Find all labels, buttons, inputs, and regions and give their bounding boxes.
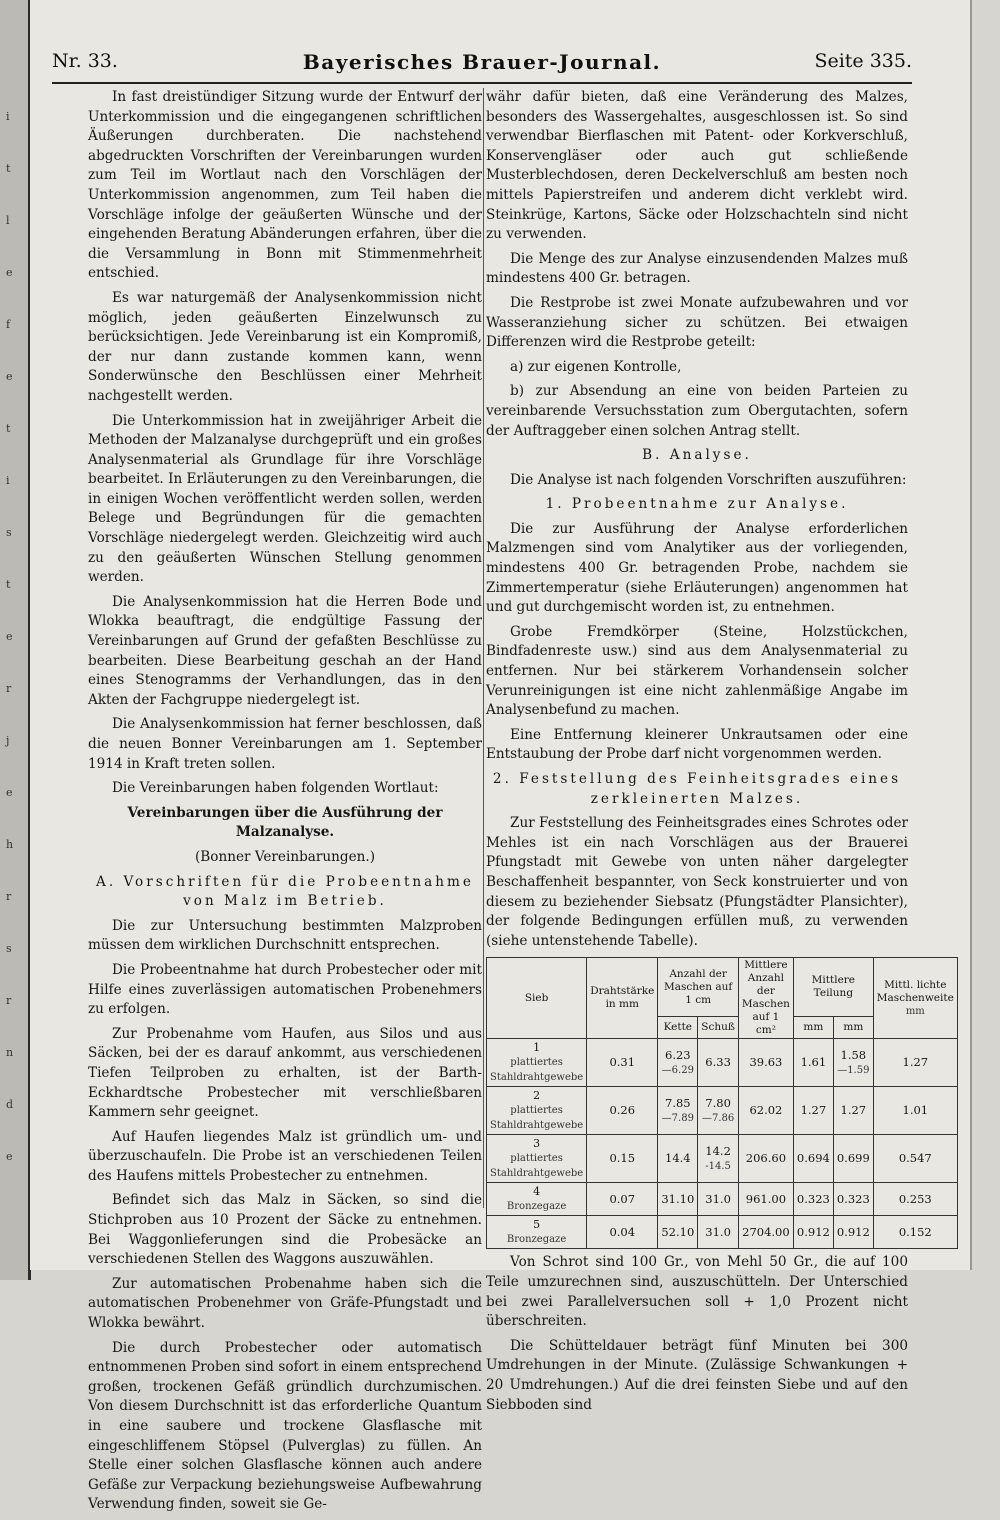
cell: 0.04 bbox=[587, 1216, 658, 1249]
cell: 0.694 bbox=[793, 1135, 833, 1183]
cell: 62.02 bbox=[738, 1087, 793, 1135]
sieve-label bbox=[487, 1039, 587, 1087]
cell bbox=[833, 1183, 873, 1216]
margin-char: e bbox=[6, 266, 13, 279]
value-range: —7.89 bbox=[661, 1112, 694, 1124]
sieve-type: Bronzegaze bbox=[506, 1234, 567, 1246]
subsection-title: 1. Probeentnahme zur Analyse. bbox=[545, 496, 849, 513]
value: 52.10 bbox=[661, 1224, 695, 1239]
cell bbox=[698, 1135, 739, 1183]
issue-number: Nr. 33. bbox=[52, 50, 118, 72]
column-divider bbox=[483, 88, 484, 1208]
cell bbox=[698, 1183, 739, 1216]
paragraph: In fast dreistündiger Sitzung wurde der Entwurf der Unterkommission und die eingegangenen schriftlichen Äußerungen durchberaten. Die nachstehend abgedruckten Vorschriften der Vereinbarungen wurden zum Teil im Wortlaut nach den Vorschlägen der Unterkommission angenommen, zum Teil haben die Vorschläge infolge der geäußerten Wünsche und der eingehenden Beratung Abänderungen erfahren, über die die Versammlung in Bonn mit Stimmenmehrheit entschied. bbox=[88, 89, 482, 282]
scan-binding-edge bbox=[0, 0, 31, 1280]
paragraph: Zur automatischen Probenahme haben sich die automatischen Probenehmer von Gräfe-Pfungstadt und Wlokka bewährt. bbox=[88, 1275, 482, 1332]
paragraph: Von Schrot sind 100 Gr., von Mehl 50 Gr., die auf 100 Teile umzurechnen sind, auszuschütteln. Der Unterschied bei zwei Parallelversuchen soll + 1,0 Prozent nicht überschreiten. bbox=[486, 1254, 908, 1330]
value-range: —7.86 bbox=[701, 1112, 735, 1124]
col-header-teilung-kette: mm bbox=[793, 1016, 833, 1038]
col-header-teilung: Mittlere Teilung bbox=[793, 958, 873, 1017]
value: 1.27 bbox=[840, 1103, 867, 1118]
margin-char: t bbox=[6, 422, 11, 435]
value: 31.10 bbox=[661, 1191, 695, 1206]
sieve-label bbox=[487, 1216, 587, 1249]
header-rule bbox=[52, 82, 912, 84]
sieve-label bbox=[487, 1135, 587, 1183]
cell: 206.60 bbox=[738, 1135, 793, 1183]
value: 14.4 bbox=[665, 1151, 691, 1166]
sieve-type: plattiertes Stahldrahtgewebe bbox=[490, 1057, 584, 1084]
value-range: —6.29 bbox=[661, 1064, 694, 1076]
value: 7.85 bbox=[665, 1095, 691, 1110]
col-header-mittlere-anzahl: Mittlere Anzahl der Maschen auf 1 cm² bbox=[738, 958, 793, 1039]
cell: 1.01 bbox=[873, 1087, 957, 1135]
margin-char: i bbox=[6, 474, 10, 487]
weite-unit: mm bbox=[905, 1005, 925, 1017]
page-number: Seite 335. bbox=[814, 50, 912, 72]
margin-char: e bbox=[6, 786, 13, 799]
sieve-type: Bronzegaze bbox=[506, 1201, 567, 1213]
sieve-label bbox=[487, 1087, 587, 1135]
cell: 0.15 bbox=[587, 1135, 658, 1183]
list-item: a) zur eigenen Kontrolle, bbox=[510, 358, 682, 375]
margin-char: e bbox=[6, 630, 13, 643]
sieve-number: 5 bbox=[533, 1218, 541, 1232]
section-a-title: A. Vorschriften für die Probeentnahme von Malz im Betrieb. bbox=[96, 873, 474, 910]
section-b-title: B. Analyse. bbox=[642, 447, 752, 464]
paragraph: Die durch Probestecher oder automatisch entnommenen Proben sind sofort in einem entsprechend großen, trockenen Gefäß gründlich durchzumischen. Von diesem Durchschnitt ist das erforderliche Quantum in eine saubere und trockene Glasflasche mit eingeschliffenem Stöpsel (Pulverglas) zu füllen. An Stelle einer solchen Glasflasche können auch andere Gefäße zur Verpackung beziehungsweise Aufbewahrung Verwendung finden, soweit sie Ge- bbox=[88, 1339, 482, 1513]
section-heading: Vereinbarungen über die Ausführung der Malzanalyse. bbox=[127, 804, 443, 841]
value-range: -14.5 bbox=[705, 1160, 731, 1172]
margin-char: e bbox=[6, 1150, 13, 1163]
cell: 0.152 bbox=[873, 1216, 957, 1249]
cell bbox=[658, 1087, 698, 1135]
cell: 0.912 bbox=[793, 1216, 833, 1249]
paragraph: Befindet sich das Malz in Säcken, so sind die Stichproben aus 10 Prozent der Säcke zu entnehmen. Bei Waggonlieferungen sind die Probesäcke an verschiedenen Stellen des Waggons auszuwählen. bbox=[88, 1192, 482, 1268]
col-header-kette: Kette bbox=[658, 1016, 698, 1038]
value: 31.0 bbox=[705, 1224, 731, 1239]
margin-char: d bbox=[6, 1098, 14, 1111]
cell: 0.31 bbox=[587, 1039, 658, 1087]
margin-char: s bbox=[6, 942, 12, 955]
margin-char: r bbox=[6, 682, 12, 695]
value: 6.23 bbox=[665, 1047, 691, 1062]
sieve-type: plattiertes Stahldrahtgewebe bbox=[490, 1153, 584, 1180]
margin-char: s bbox=[6, 526, 12, 539]
margin-char: l bbox=[6, 214, 10, 227]
paragraph: Die zur Untersuchung bestimmten Malzproben müssen dem wirklichen Durchschnitt entsprechen. bbox=[88, 917, 482, 954]
margin-char: f bbox=[6, 318, 11, 331]
cell: 0.547 bbox=[873, 1135, 957, 1183]
value: 1.58 bbox=[840, 1047, 867, 1062]
col-header-teilung-schuss: mm bbox=[833, 1016, 873, 1038]
cell: 0.253 bbox=[873, 1183, 957, 1216]
margin-char: i bbox=[6, 110, 10, 123]
paragraph: Auf Haufen liegendes Malz ist gründlich um- und überzuschaufeln. Die Probe ist an verschiedenen Teilen des Haufens mittels Probestecher zu entnehmen. bbox=[88, 1128, 482, 1184]
cell: 1.61 bbox=[793, 1039, 833, 1087]
table-row bbox=[487, 1183, 958, 1216]
paragraph: Die Analyse ist nach folgenden Vorschriften auszuführen: bbox=[510, 471, 907, 488]
margin-char: r bbox=[6, 890, 12, 903]
cell bbox=[833, 1216, 873, 1249]
value: 14.2 bbox=[705, 1143, 731, 1158]
margin-char: j bbox=[6, 734, 10, 747]
paragraph: Eine Entfernung kleinerer Unkrautsamen oder eine Entstaubung der Probe darf nicht vorgenommen werden. bbox=[486, 726, 908, 763]
value: 0.699 bbox=[836, 1151, 870, 1166]
paragraph: Die zur Ausführung der Analyse erforderlichen Malzmengen sind vom Analytiker aus der vorliegenden, mindestens 400 Gr. betragenden Probe, nachdem sie Zimmertemperatur (siehe Erläuterungen) angenommen hat und gut durchgemischt worden ist, zu entnehmen. bbox=[486, 520, 908, 616]
cell bbox=[658, 1039, 698, 1087]
cell: 1.27 bbox=[873, 1039, 957, 1087]
paragraph: Die Analysenkommission hat die Herren Bode und Wlokka beauftragt, die endgültige Fassung der Vereinbarungen auf Grund der gefaßten Beschlüsse zu bearbeiten. Diese Bearbeitung geschah an der Hand eines Stenogramms der Verhandlungen, das in den Akten der Fachgruppe niedergelegt ist. bbox=[88, 593, 482, 708]
cell bbox=[698, 1087, 739, 1135]
sieve-table bbox=[486, 957, 958, 1249]
margin-char: n bbox=[6, 1046, 14, 1059]
cell: 0.323 bbox=[793, 1183, 833, 1216]
paragraph: Die Vereinbarungen haben folgenden Wortlaut: bbox=[112, 780, 439, 797]
sieve-number: 1 bbox=[533, 1041, 541, 1055]
cell: 39.63 bbox=[738, 1039, 793, 1087]
paragraph: Die Unterkommission hat in zweijähriger Arbeit die Methoden der Malzanalyse durchgeprüft und ein großes Analysenmaterial als Grundlage für ihre Vorschläge bearbeitet. In Erläuterungen zu den Vereinbarungen, die in einigen Wochen veröffentlicht werden sollen, werden Belege und Begründungen für die gemachten Vorschläge niedergelegt werden. Gleichzeitig wird auch zu den geäußerten Wünschen Stellung genommen werden. bbox=[88, 412, 482, 586]
value-range: —1.59 bbox=[837, 1064, 870, 1076]
cell bbox=[658, 1135, 698, 1183]
cell: 2704.00 bbox=[738, 1216, 793, 1249]
col-header-schuss: Schuß bbox=[698, 1016, 739, 1038]
cell: 0.07 bbox=[587, 1183, 658, 1216]
table-row bbox=[487, 1135, 958, 1183]
col-header-sieb: Sieb bbox=[487, 958, 587, 1039]
weite-label: Mittl. lichte Maschenweite bbox=[876, 978, 954, 1004]
margin-char: h bbox=[6, 838, 14, 851]
margin-char: e bbox=[6, 370, 13, 383]
cell bbox=[833, 1135, 873, 1183]
sieve-number: 3 bbox=[533, 1137, 541, 1151]
col-header-draht: Drahtstärke in mm bbox=[587, 958, 658, 1039]
cell: 0.26 bbox=[587, 1087, 658, 1135]
col-header-weite bbox=[873, 958, 957, 1039]
cell bbox=[833, 1039, 873, 1087]
margin-char: r bbox=[6, 994, 12, 1007]
value: 7.80 bbox=[705, 1095, 731, 1110]
cell bbox=[658, 1216, 698, 1249]
value: 31.0 bbox=[705, 1191, 731, 1206]
page-header bbox=[52, 50, 912, 82]
list-item: b) zur Absendung an eine von beiden Parteien zu vereinbarende Versuchsstation zum Obergutachten, sofern der Auftraggeber einen solchen Antrag stellt. bbox=[486, 383, 908, 439]
right-column bbox=[486, 88, 954, 1420]
paragraph: Grobe Fremdkörper (Steine, Holzstückchen, Bindfadenreste usw.) sind aus dem Analysenmaterial zu entfernen. Nur bei stärkerem Vorhandensein solcher Verunreinigungen ist eine nicht zahlenmäßige Angabe im Analysenbefund zu machen. bbox=[486, 623, 908, 719]
table-row bbox=[487, 1039, 958, 1087]
cell: 1.27 bbox=[793, 1087, 833, 1135]
value: 6.33 bbox=[705, 1055, 731, 1070]
paragraph: Die Analysenkommission hat ferner beschlossen, daß die neuen Bonner Vereinbarungen am 1. September 1914 in Kraft treten sollen. bbox=[88, 716, 482, 772]
margin-char: t bbox=[6, 162, 11, 175]
paragraph: Es war naturgemäß der Analysenkommission nicht möglich, jeden geäußerten Einzelwunsch zu berücksichtigen. Jede Vereinbarung ist ein Kompromiß, der nur dann zustande kommen kann, wenn Sonderwünsche den Beschlüssen einer Mehrheit nachgestellt werden. bbox=[88, 289, 482, 404]
value: 0.323 bbox=[836, 1191, 870, 1206]
paragraph: Die Menge des zur Analyse einzusendenden Malzes muß mindestens 400 Gr. betragen. bbox=[486, 250, 908, 287]
sieve-number: 2 bbox=[533, 1089, 541, 1103]
cell bbox=[698, 1216, 739, 1249]
cell bbox=[833, 1087, 873, 1135]
col-header-anzahl: Anzahl der Maschen auf 1 cm bbox=[658, 958, 739, 1017]
sieve-label bbox=[487, 1183, 587, 1216]
sieve-number: 4 bbox=[533, 1185, 541, 1199]
paragraph: Die Schütteldauer beträgt fünf Minuten bei 300 Umdrehungen in der Minute. (Zulässige Schwankungen + 20 Umdrehungen.) Auf die drei feinsten Siebe und auf den Siebboden sind bbox=[486, 1337, 908, 1413]
paragraph: Zur Probenahme vom Haufen, aus Silos und aus Säcken, bei der es darauf ankommt, aus verschiedenen Tiefen Teilproben zu erhalten, ist der Barth-Eckhardtsche Probestecher mit verschließbaren Kammern sehr geeignet. bbox=[88, 1025, 482, 1121]
sieve-type: plattiertes Stahldrahtgewebe bbox=[490, 1105, 584, 1132]
margin-char: t bbox=[6, 578, 11, 591]
paragraph: Die Restprobe ist zwei Monate aufzubewahren und vor Wasseranziehung sicher zu schützen. Bei etwaigen Differenzen wird die Restprobe geteilt: bbox=[486, 294, 908, 351]
cell bbox=[698, 1039, 739, 1087]
left-column bbox=[88, 88, 482, 1520]
table-row bbox=[487, 1216, 958, 1249]
cell bbox=[658, 1183, 698, 1216]
journal-title: Bayerisches Brauer-Journal. bbox=[302, 50, 662, 74]
paragraph: Die Probeentnahme hat durch Probestecher oder mit Hilfe eines zuverlässigen automatischen Probenehmers zu erfolgen. bbox=[88, 961, 482, 1018]
subsection-title: 2. Feststellung des Feinheitsgrades eines zerkleinerten Malzes. bbox=[492, 771, 902, 807]
paragraph: Zur Feststellung des Feinheitsgrades eines Schrotes oder Mehles ist ein nach Vorschlägen aus der Brauerei Pfungstadt mit Gewebe von unten näher dargelegter Beschaffenheit bespannter, von Seck konstruierter und von diesem zu beziehender Siebsatz (Pfungstädter Plansichter), der folgende Bedingungen erfüllen muß, zu verwenden (siehe untenstehende Tabelle). bbox=[486, 815, 908, 949]
paragraph: währ dafür bieten, daß eine Veränderung des Malzes, besonders des Wassergehaltes, ausgeschlossen ist. So sind verwendbar Bierflaschen mit Patent- oder Korkverschluß, Konservengläser oder auch gut schließende Musterblechdosen, deren Deckelverschluß am besten noch mittels Papierstreifen und anderem dicht verklebt wird. Steinkrüge, Kartons, Säcke oder Holzschachteln sind nicht zu verwenden. bbox=[486, 89, 908, 243]
table-row bbox=[487, 1087, 958, 1135]
section-subheading: (Bonner Vereinbarungen.) bbox=[194, 848, 376, 865]
cell: 961.00 bbox=[738, 1183, 793, 1216]
value: 0.912 bbox=[836, 1224, 870, 1239]
